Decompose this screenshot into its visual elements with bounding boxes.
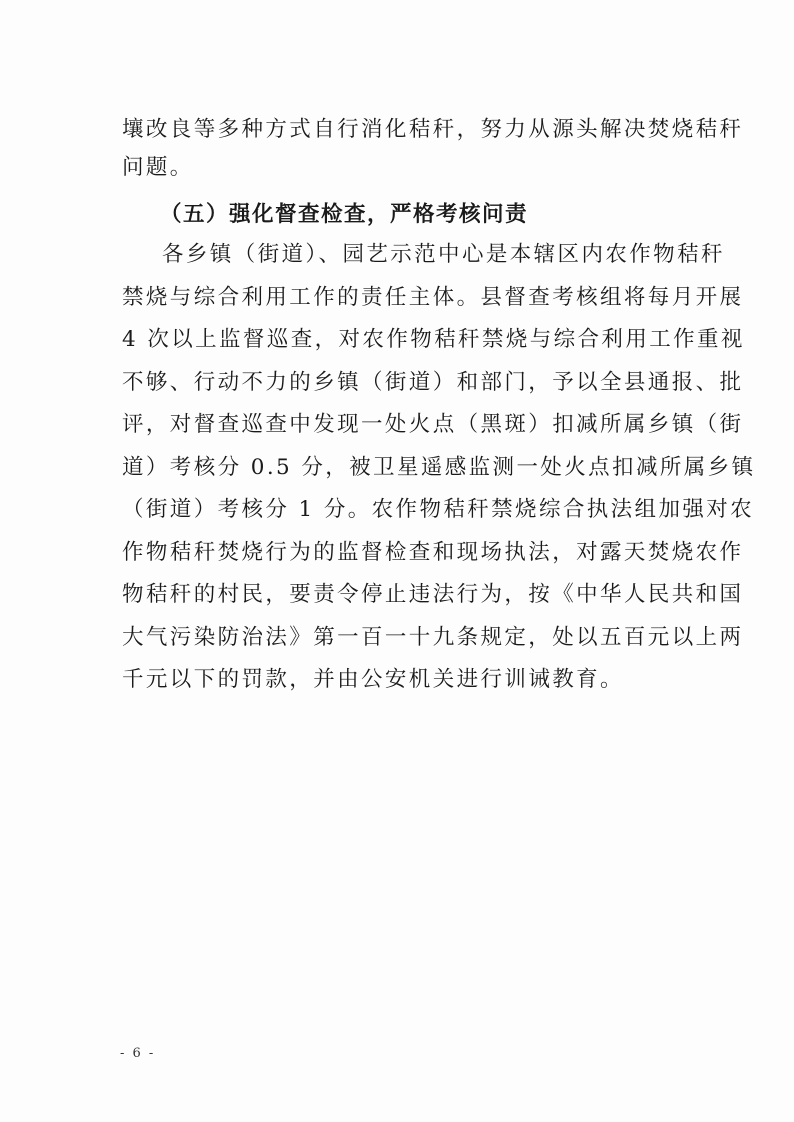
- paragraph-line: 4 次以上监督巡查，对农作物秸秆禁烧与综合利用工作重视: [122, 327, 745, 352]
- paragraph-line: 千元以下的罚款，并由公安机关进行训诫教育。: [122, 667, 624, 692]
- paragraph-line: 大气污染防治法》第一百一十九条规定，处以五百元以上两: [122, 625, 744, 650]
- paragraph-line: 道）考核分 0.5 分，被卫星遥感监测一处火点扣减所属乡镇: [122, 455, 756, 480]
- paragraph-line: 问题。: [122, 155, 194, 180]
- paragraph-line: 壤改良等多种方式自行消化秸秆，努力从源头解决焚烧秸秆: [122, 117, 744, 142]
- page-number: - 6 -: [120, 1046, 156, 1061]
- paragraph-line: 作物秸秆焚烧行为的监督检查和现场执法，对露天焚烧农作: [122, 540, 744, 565]
- paragraph-line: 各乡镇（街道）、园艺示范中心是本辖区内农作物秸秆: [162, 242, 725, 267]
- paragraph-line: （街道）考核分 1 分。农作物秸秆禁烧综合执法组加强对农: [122, 497, 755, 522]
- section-heading: （五）强化督查检查，严格考核问责: [160, 202, 529, 227]
- paragraph-line: 不够、行动不力的乡镇（街道）和部门，予以全县通报、批: [122, 370, 744, 395]
- paragraph-line: 物秸秆的村民，要责令停止违法行为，按《中华人民共和国: [122, 582, 744, 607]
- paragraph-line: 禁烧与综合利用工作的责任主体。县督查考核组将每月开展: [122, 285, 744, 310]
- paragraph-line: 评，对督查巡查中发现一处火点（黑斑）扣减所属乡镇（街: [122, 412, 744, 437]
